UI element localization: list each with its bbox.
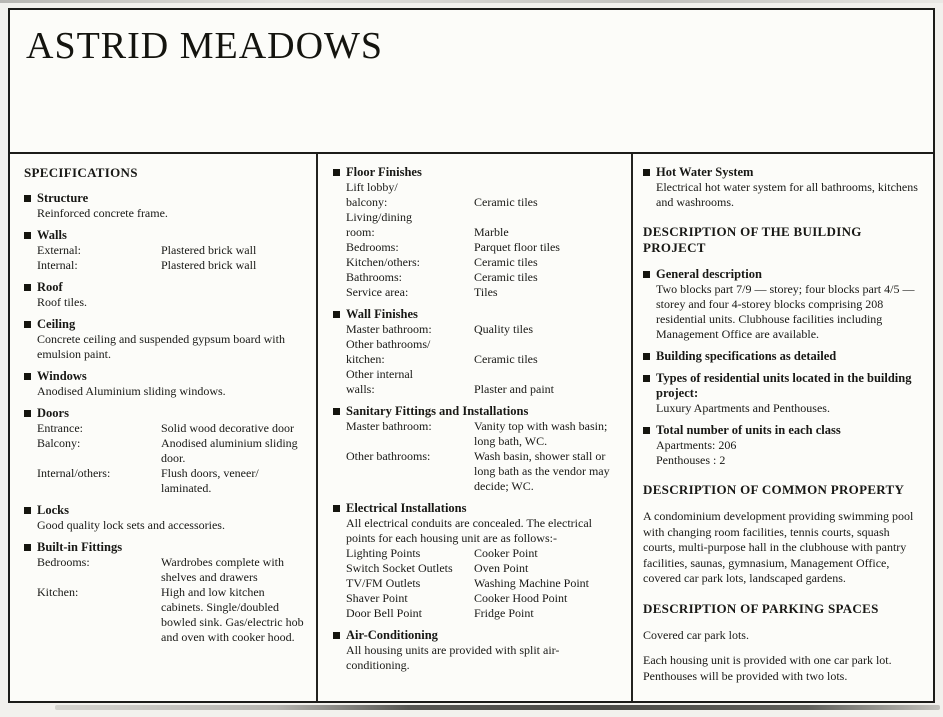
spec-title-row xyxy=(333,404,623,419)
spec-title: Sanitary Fittings and Installations xyxy=(346,404,529,418)
spec-title-row xyxy=(643,349,924,364)
spec-label: Other bathrooms: xyxy=(346,449,431,463)
spec-value xyxy=(474,337,623,352)
spec-title: Roof xyxy=(37,280,63,294)
spec-value: Quality tiles xyxy=(474,322,533,336)
unit-count-apartments: Apartments: 206 xyxy=(656,438,737,452)
spec-value: Plastered brick wall xyxy=(161,258,257,272)
spec-row xyxy=(346,352,623,367)
spec-label: walls: xyxy=(346,382,375,396)
square-bullet-icon xyxy=(643,427,650,434)
spec-value: Oven Point xyxy=(474,561,529,575)
spec-body xyxy=(333,180,623,300)
spec-row xyxy=(37,421,308,436)
spec-total-units xyxy=(643,423,924,468)
spec-body xyxy=(333,322,623,397)
spec-floor-finishes xyxy=(333,165,623,300)
spec-value: Cooker Point xyxy=(474,546,538,560)
square-bullet-icon xyxy=(643,353,650,360)
spec-body: Luxury Apartments and Penthouses. xyxy=(656,401,830,415)
spec-value: Anodised aluminium sliding door. xyxy=(161,436,298,465)
spec-air-conditioning xyxy=(333,628,623,673)
square-bullet-icon xyxy=(333,408,340,415)
square-bullet-icon xyxy=(333,632,340,639)
spec-hot-water-system xyxy=(643,165,924,210)
spec-row xyxy=(346,546,623,561)
spec-title-row xyxy=(643,165,924,180)
spec-label: kitchen: xyxy=(346,352,385,366)
spec-title: Total number of units in each class xyxy=(656,423,841,437)
unit-count-penthouses: Penthouses : 2 xyxy=(656,453,726,467)
spec-value: High and low kitchen cabinets. Single/doubled bowled sink. Gas/electric hob and oven with cooker hood. xyxy=(161,585,304,644)
parking-paragraph-2: Each housing unit is provided with one car park lot. Penthouses will be provided with two lots. xyxy=(643,653,892,683)
spec-title: Windows xyxy=(37,369,87,383)
spec-building-specifications xyxy=(643,349,924,364)
spec-title-row xyxy=(333,165,623,180)
spec-label: Living/dining xyxy=(346,210,412,224)
square-bullet-icon xyxy=(24,507,31,514)
spec-title: Air-Conditioning xyxy=(346,628,438,642)
spec-label: Bedrooms: xyxy=(346,240,399,254)
column-finishes xyxy=(318,154,633,701)
spec-locks xyxy=(24,503,308,533)
spec-text: All electrical conduits are concealed. The electrical points for each housing unit are as follows:- xyxy=(346,516,592,545)
scan-artifact-top xyxy=(0,0,943,3)
square-bullet-icon xyxy=(24,321,31,328)
square-bullet-icon xyxy=(24,232,31,239)
spec-row xyxy=(346,337,623,352)
spec-row xyxy=(346,195,623,210)
spec-title-row xyxy=(24,317,308,332)
spec-body xyxy=(24,421,308,496)
spec-value: Marble xyxy=(474,225,509,239)
spec-value: Parquet floor tiles xyxy=(474,240,560,254)
spec-body: Two blocks part 7/9 — storey; four blocks part 4/5 — storey and four 4-storey blocks comprising 208 residential units. Clubhouse facilities including Management Office are available. xyxy=(656,282,915,341)
spec-value: Wash basin, shower stall or long bath as the vendor may decide; WC. xyxy=(474,449,610,493)
spec-row xyxy=(37,466,308,496)
spec-title-row xyxy=(333,501,623,516)
spec-row xyxy=(346,210,623,225)
spec-body xyxy=(24,243,308,273)
spec-row xyxy=(346,270,623,285)
spec-label: TV/FM Outlets xyxy=(346,576,421,590)
spec-value xyxy=(474,367,623,382)
spec-value: Ceramic tiles xyxy=(474,352,538,366)
spec-body: Concrete ceiling and suspended gypsum board with emulsion paint. xyxy=(37,332,285,361)
common-property-heading: DESCRIPTION OF COMMON PROPERTY xyxy=(643,482,905,497)
spec-value: Ceramic tiles xyxy=(474,195,538,209)
spec-title: Locks xyxy=(37,503,69,517)
spec-title: Hot Water System xyxy=(656,165,754,179)
spec-value: Flush doors, veneer/ laminated. xyxy=(161,466,259,495)
spec-title-row xyxy=(24,280,308,295)
spec-row xyxy=(346,591,623,606)
spec-row xyxy=(37,243,308,258)
spec-title: Wall Finishes xyxy=(346,307,418,321)
spec-windows xyxy=(24,369,308,399)
spec-value: Cooker Hood Point xyxy=(474,591,568,605)
spec-label: Master bathroom: xyxy=(346,419,432,433)
spec-label: Kitchen: xyxy=(37,585,79,599)
spec-label: Other internal xyxy=(346,367,413,381)
brochure-sheet xyxy=(8,8,935,703)
scan-artifact-bottom xyxy=(55,705,940,710)
spec-value: Ceramic tiles xyxy=(474,255,538,269)
square-bullet-icon xyxy=(643,271,650,278)
spec-value: Vanity top with wash basin; long bath, WC. xyxy=(474,419,608,448)
spec-title-row xyxy=(24,228,308,243)
spec-label: Internal: xyxy=(37,258,78,272)
spec-body xyxy=(333,516,623,621)
spec-title: Types of residential units located in the building project: xyxy=(656,371,912,400)
spec-title-row xyxy=(643,371,924,401)
spec-row xyxy=(37,585,308,645)
spec-body xyxy=(643,438,924,468)
header xyxy=(10,10,933,154)
square-bullet-icon xyxy=(333,311,340,318)
spec-ceiling xyxy=(24,317,308,362)
spec-wall-finishes xyxy=(333,307,623,397)
spec-row xyxy=(37,258,308,273)
spec-title: Ceiling xyxy=(37,317,76,331)
spec-electrical-installations xyxy=(333,501,623,621)
square-bullet-icon xyxy=(24,373,31,380)
spec-doors xyxy=(24,406,308,496)
square-bullet-icon xyxy=(24,410,31,417)
spec-label: Other bathrooms/ xyxy=(346,337,431,351)
spec-row xyxy=(37,555,308,585)
spec-label: Lighting Points xyxy=(346,546,421,560)
spec-body: Anodised Aluminium sliding windows. xyxy=(37,384,226,398)
spec-label: Internal/others: xyxy=(37,466,111,480)
spec-row xyxy=(37,436,308,466)
spec-label: room: xyxy=(346,225,375,239)
spec-label: Entrance: xyxy=(37,421,83,435)
spec-row xyxy=(346,285,623,300)
spec-value: Plaster and paint xyxy=(474,382,554,396)
spec-title-row xyxy=(24,369,308,384)
square-bullet-icon xyxy=(24,284,31,291)
spec-body: Electrical hot water system for all bathrooms, kitchens and washrooms. xyxy=(656,180,918,209)
spec-row xyxy=(346,419,623,449)
spec-title-row xyxy=(24,191,308,206)
spec-value: Fridge Point xyxy=(474,606,534,620)
spec-body: Reinforced concrete frame. xyxy=(37,206,168,220)
spec-title-row xyxy=(643,267,924,282)
spec-title-row xyxy=(333,628,623,643)
parking-paragraph-1: Covered car park lots. xyxy=(643,627,749,642)
spec-title: Doors xyxy=(37,406,69,420)
spec-row xyxy=(346,225,623,240)
spec-row xyxy=(346,367,623,382)
spec-value xyxy=(474,210,623,225)
spec-built-in-fittings xyxy=(24,540,308,645)
spec-walls xyxy=(24,228,308,273)
square-bullet-icon xyxy=(24,195,31,202)
spec-label: Switch Socket Outlets xyxy=(346,561,453,575)
square-bullet-icon xyxy=(24,544,31,551)
parking-spaces-heading: DESCRIPTION OF PARKING SPACES xyxy=(643,600,879,616)
column-project-description xyxy=(633,154,933,701)
spec-label: Balcony: xyxy=(37,436,81,450)
content-body xyxy=(10,154,933,701)
spec-title: Electrical Installations xyxy=(346,501,467,515)
spec-body: Good quality lock sets and accessories. xyxy=(37,518,225,532)
spec-row xyxy=(346,449,623,494)
square-bullet-icon xyxy=(333,505,340,512)
spec-title-row xyxy=(24,503,308,518)
spec-label: Kitchen/others: xyxy=(346,255,420,269)
spec-title-row xyxy=(24,540,308,555)
spec-label: Bathrooms: xyxy=(346,270,402,284)
spec-body: Roof tiles. xyxy=(37,295,87,309)
spec-value: Solid wood decorative door xyxy=(161,421,294,435)
spec-row xyxy=(346,561,623,576)
square-bullet-icon xyxy=(643,375,650,382)
spec-value xyxy=(474,180,623,195)
spec-residential-unit-types xyxy=(643,371,924,416)
square-bullet-icon xyxy=(333,169,340,176)
spec-title: Built-in Fittings xyxy=(37,540,123,554)
spec-value: Ceramic tiles xyxy=(474,270,538,284)
spec-body xyxy=(333,419,623,494)
spec-label: balcony: xyxy=(346,195,388,209)
spec-roof xyxy=(24,280,308,310)
spec-value: Wardrobes complete with shelves and drawers xyxy=(161,555,284,584)
spec-title: Building specifications as detailed xyxy=(656,349,837,363)
page-title: ASTRID MEADOWS xyxy=(26,25,384,67)
spec-label: Master bathroom: xyxy=(346,322,432,336)
spec-row xyxy=(346,255,623,270)
spec-row xyxy=(346,606,623,621)
column-specifications xyxy=(10,154,318,701)
spec-body: All housing units are provided with split air-conditioning. xyxy=(346,643,560,672)
specifications-heading: SPECIFICATIONS xyxy=(24,165,138,180)
spec-body xyxy=(24,555,308,645)
spec-title: Structure xyxy=(37,191,89,205)
spec-label: Door Bell Point xyxy=(346,606,423,620)
common-property-paragraph: A condominium development providing swimming pool with changing room facilities, tennis courts, squash courts, multi-purpose hall in the clubhouse with pantry facilities, saunas, gymnasium, Management Office, covered car park lots, landscaped gardens. xyxy=(643,509,914,585)
spec-label: Lift lobby/ xyxy=(346,180,398,194)
spec-title-row xyxy=(643,423,924,438)
spec-label: External: xyxy=(37,243,81,257)
spec-title: Walls xyxy=(37,228,67,242)
spec-title: General description xyxy=(656,267,762,281)
spec-structure xyxy=(24,191,308,221)
spec-label: Service area: xyxy=(346,285,409,299)
spec-general-description xyxy=(643,267,924,342)
spec-row xyxy=(346,322,623,337)
building-project-heading: DESCRIPTION OF THE BUILDING PROJECT xyxy=(643,224,862,255)
spec-sanitary-fittings xyxy=(333,404,623,494)
square-bullet-icon xyxy=(643,169,650,176)
spec-row xyxy=(346,382,623,397)
spec-value: Plastered brick wall xyxy=(161,243,257,257)
spec-row xyxy=(346,240,623,255)
spec-title: Floor Finishes xyxy=(346,165,422,179)
spec-value: Tiles xyxy=(474,285,498,299)
spec-label: Bedrooms: xyxy=(37,555,90,569)
spec-label: Shaver Point xyxy=(346,591,408,605)
spec-title-row xyxy=(333,307,623,322)
spec-value: Washing Machine Point xyxy=(474,576,590,590)
spec-row xyxy=(346,576,623,591)
spec-row xyxy=(346,180,623,195)
spec-title-row xyxy=(24,406,308,421)
